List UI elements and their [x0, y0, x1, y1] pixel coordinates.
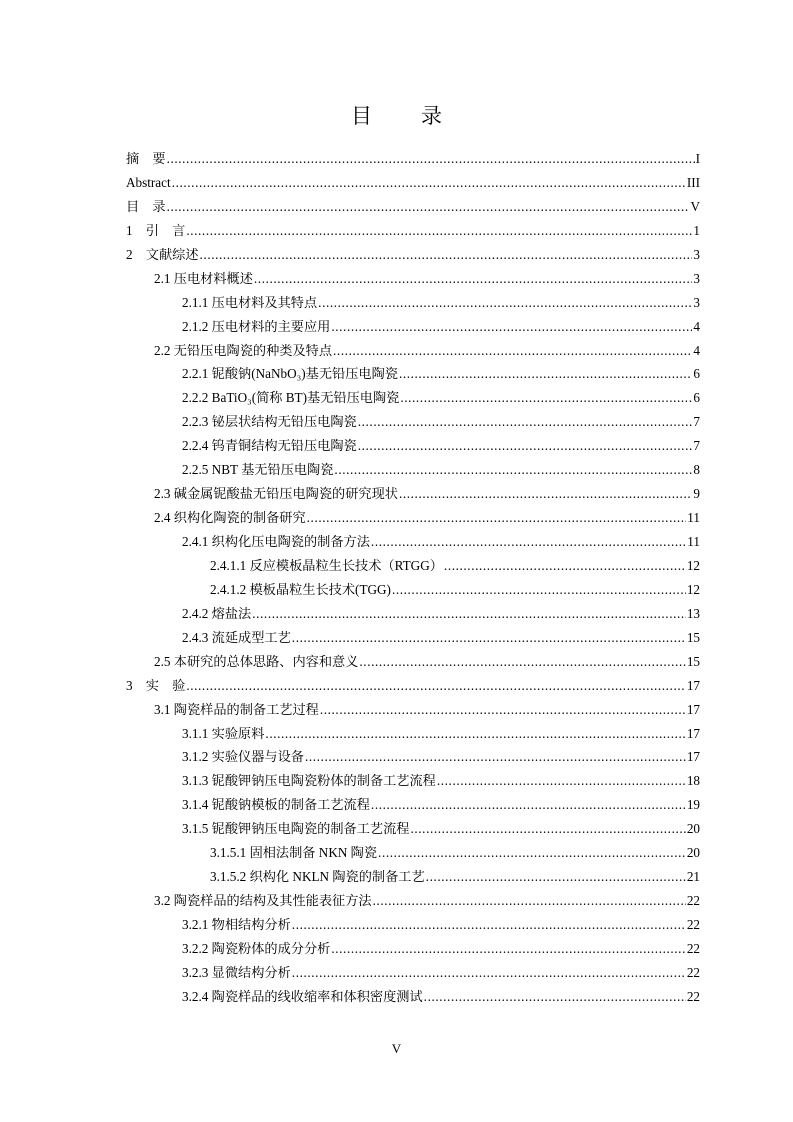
toc-entry-label: 2.3 碱金属铌酸盐无铅压电陶瓷的研究现状 — [154, 486, 398, 502]
toc-leader-dots — [167, 195, 690, 219]
page-title: 目 录 — [351, 104, 456, 128]
toc-leader-dots — [358, 410, 693, 434]
toc-entry[interactable] — [126, 315, 700, 339]
toc-leader-dots — [186, 219, 692, 243]
toc-leader-dots — [254, 267, 693, 291]
toc-leader-dots — [437, 769, 686, 793]
toc-leader-dots — [371, 793, 686, 817]
toc-entry[interactable] — [126, 458, 700, 482]
toc-entry-page: III — [686, 174, 700, 190]
toc-leader-dots — [318, 291, 692, 315]
toc-entry[interactable] — [126, 793, 700, 817]
toc-entry-label: 3.1.5.2 织构化 NKLN 陶瓷的制备工艺 — [210, 869, 425, 885]
toc-entry-page: 19 — [686, 797, 700, 813]
toc-entry-page: 22 — [686, 893, 700, 909]
toc-entry-label: 3.2.3 显微结构分析 — [182, 964, 291, 980]
toc-entry-label: 2.2.3 铋层状结构无铅压电陶瓷 — [182, 414, 357, 430]
toc-entry[interactable] — [126, 291, 700, 315]
toc-entry[interactable] — [126, 650, 700, 674]
toc-entry-label: 2.5 本研究的总体思路、内容和意义 — [154, 653, 359, 669]
toc-entry-label: 2 文献综述 — [126, 246, 199, 262]
toc-entry[interactable] — [126, 339, 700, 363]
toc-entry-label: 2.1.2 压电材料的主要应用 — [182, 318, 331, 334]
toc-entry[interactable] — [126, 985, 700, 1009]
toc-leader-dots — [392, 578, 686, 602]
toc-entry[interactable] — [126, 482, 700, 506]
toc-leader-dots — [373, 889, 686, 913]
toc-leader-dots — [331, 315, 692, 339]
toc-leader-dots — [378, 841, 686, 865]
toc-entry-page: 4 — [693, 342, 700, 358]
toc-entry-page: 13 — [686, 605, 700, 621]
toc-leader-dots — [200, 243, 693, 267]
toc-leader-dots — [331, 937, 685, 961]
toc-entry-page: 17 — [686, 725, 700, 741]
toc-entry[interactable] — [126, 243, 700, 267]
toc-entry-page: 22 — [686, 917, 700, 932]
toc-entry-page: 22 — [686, 940, 700, 956]
toc-entry-page: 17 — [686, 677, 700, 693]
toc-entry-label: 1 引 言 — [126, 222, 186, 238]
toc-entry[interactable] — [126, 506, 700, 530]
toc-entry-page: 17 — [686, 749, 700, 765]
toc-leader-dots — [307, 506, 687, 530]
toc-entry-page: 12 — [686, 581, 700, 597]
toc-entry-page: 6 — [693, 390, 700, 406]
toc-entry[interactable] — [126, 817, 700, 841]
toc-entry-label: 2.4.3 流延成型工艺 — [182, 629, 291, 645]
toc-entry-label: 2.1 压电材料概述 — [154, 270, 253, 286]
toc-entry-page: 11 — [687, 534, 700, 549]
toc-leader-dots — [426, 865, 686, 889]
toc-entry[interactable] — [126, 410, 700, 434]
toc-entry[interactable] — [126, 195, 700, 219]
toc-entry[interactable] — [126, 578, 700, 602]
toc-entry-page: 7 — [693, 438, 700, 454]
toc-leader-dots — [334, 458, 692, 482]
toc-entry-label: 3.2.4 陶瓷样品的线收缩率和体积密度测试 — [182, 988, 423, 1004]
toc-leader-dots — [410, 817, 685, 841]
toc-entry-label: 2.2.4 钨青铜结构无铅压电陶瓷 — [182, 438, 357, 454]
toc-entry-label: 2.4.1.1 反应模板晶粒生长技术（RTGG） — [210, 557, 443, 573]
toc-entry-page: 20 — [686, 821, 700, 837]
toc-leader-dots — [359, 650, 685, 674]
toc-entry[interactable] — [126, 434, 700, 458]
toc-entry[interactable] — [126, 147, 700, 171]
toc-leader-dots — [292, 626, 686, 650]
toc-entry-page: 9 — [693, 486, 700, 502]
toc-leader-dots — [305, 745, 686, 769]
toc-leader-dots — [444, 554, 686, 578]
toc-entry-page: 20 — [686, 845, 700, 861]
toc-entry-page: 15 — [686, 653, 700, 669]
toc-leader-dots — [358, 434, 693, 458]
toc-entry-page: 18 — [686, 773, 700, 789]
toc-entry-label: 2.1.1 压电材料及其特点 — [182, 294, 318, 310]
toc-entry[interactable] — [126, 698, 700, 722]
toc-entry[interactable] — [126, 937, 700, 961]
toc-leader-dots — [252, 602, 686, 626]
toc-entry-page: 3 — [693, 294, 700, 310]
toc-entry[interactable] — [126, 889, 700, 913]
toc-entry[interactable] — [126, 267, 700, 291]
toc-leader-dots — [371, 530, 686, 554]
toc-entry-page: 7 — [693, 414, 700, 430]
toc-entry-page: I — [695, 151, 700, 166]
toc-entry-page: 21 — [686, 869, 700, 885]
toc-entry-label: 3.1 陶瓷样品的制备工艺过程 — [154, 701, 319, 717]
toc-leader-dots — [172, 171, 686, 195]
toc-entry-page: 12 — [686, 557, 700, 573]
toc-entry-label: 3 实 验 — [126, 677, 186, 693]
toc-leader-dots — [400, 386, 692, 410]
toc-entry-label: 3.1.5 铌酸钾钠压电陶瓷的制备工艺流程 — [182, 821, 410, 837]
toc-leader-dots — [292, 913, 686, 937]
toc-leader-dots — [292, 961, 686, 985]
toc-entry[interactable] — [126, 745, 700, 769]
toc-entry[interactable] — [126, 769, 700, 793]
toc-entry-page: 3 — [693, 246, 700, 262]
table-of-contents — [126, 147, 700, 1009]
toc-entry-label: 目 录 — [126, 198, 166, 214]
toc-entry-page: 22 — [686, 988, 700, 1004]
toc-entry[interactable] — [126, 626, 700, 650]
toc-entry-label: 2.4 织构化陶瓷的制备研究 — [154, 510, 306, 526]
toc-entry-page: 8 — [693, 462, 700, 478]
page-number: V — [391, 1041, 402, 1056]
toc-entry-label: 3.2.1 物相结构分析 — [182, 917, 291, 932]
toc-entry-page: 4 — [693, 318, 700, 334]
toc-entry-page: 6 — [693, 366, 700, 382]
toc-entry-label: 3.2 陶瓷样品的结构及其性能表征方法 — [154, 893, 372, 909]
toc-entry[interactable] — [126, 602, 700, 626]
toc-entry-label: Abstract — [126, 174, 171, 190]
toc-entry-label: 3.1.3 铌酸钾钠压电陶瓷粉体的制备工艺流程 — [182, 773, 436, 789]
toc-entry[interactable] — [126, 362, 700, 386]
toc-entry[interactable] — [126, 674, 700, 698]
toc-entry-label: 3.1.4 铌酸钠模板的制备工艺流程 — [182, 797, 370, 813]
toc-entry-page: 22 — [686, 964, 700, 980]
toc-leader-dots — [333, 339, 692, 363]
toc-leader-dots — [399, 482, 692, 506]
toc-entry-label: 2.4.1 织构化压电陶瓷的制备方法 — [182, 534, 370, 549]
toc-entry-label: 3.1.1 实验原料 — [182, 725, 265, 741]
toc-entry-page: 17 — [686, 701, 700, 717]
toc-entry[interactable] — [126, 171, 700, 195]
toc-entry[interactable] — [126, 865, 700, 889]
toc-entry-label: 3.1.2 实验仪器与设备 — [182, 749, 304, 765]
toc-entry[interactable] — [126, 386, 700, 410]
toc-entry[interactable] — [126, 841, 700, 865]
toc-leader-dots — [265, 722, 685, 746]
toc-leader-dots — [320, 698, 686, 722]
toc-entry[interactable] — [126, 913, 700, 937]
toc-leader-dots — [186, 674, 685, 698]
toc-entry-page: V — [690, 198, 700, 214]
toc-entry-page: 11 — [687, 510, 700, 526]
toc-entry[interactable] — [126, 722, 700, 746]
toc-entry-label: 2.4.2 熔盐法 — [182, 605, 252, 621]
toc-leader-dots — [167, 147, 695, 171]
toc-entry-page: 15 — [686, 629, 700, 645]
toc-entry[interactable] — [126, 961, 700, 985]
toc-entry[interactable] — [126, 554, 700, 578]
toc-entry-page: 1 — [693, 222, 700, 238]
toc-entry-label: 2.2.5 NBT 基无铅压电陶瓷 — [182, 462, 334, 478]
toc-entry-label: 2.2.1 铌酸钠(NaNbO₃)基无铅压电陶瓷 — [182, 366, 398, 382]
toc-entry-label: 2.2 无铅压电陶瓷的种类及特点 — [154, 342, 333, 358]
toc-entry-page: 3 — [693, 270, 700, 286]
toc-entry[interactable] — [126, 530, 700, 554]
toc-entry-label: 摘 要 — [126, 151, 166, 166]
toc-leader-dots — [399, 362, 692, 386]
toc-entry[interactable] — [126, 219, 700, 243]
toc-leader-dots — [424, 985, 686, 1009]
toc-entry-label: 2.4.1.2 模板晶粒生长技术(TGG) — [210, 581, 391, 597]
toc-entry-label: 3.2.2 陶瓷粉体的成分分析 — [182, 940, 331, 956]
toc-entry-label: 2.2.2 BaTiO₃(简称 BT)基无铅压电陶瓷 — [182, 390, 400, 406]
toc-entry-label: 3.1.5.1 固相法制备 NKN 陶瓷 — [210, 845, 378, 861]
